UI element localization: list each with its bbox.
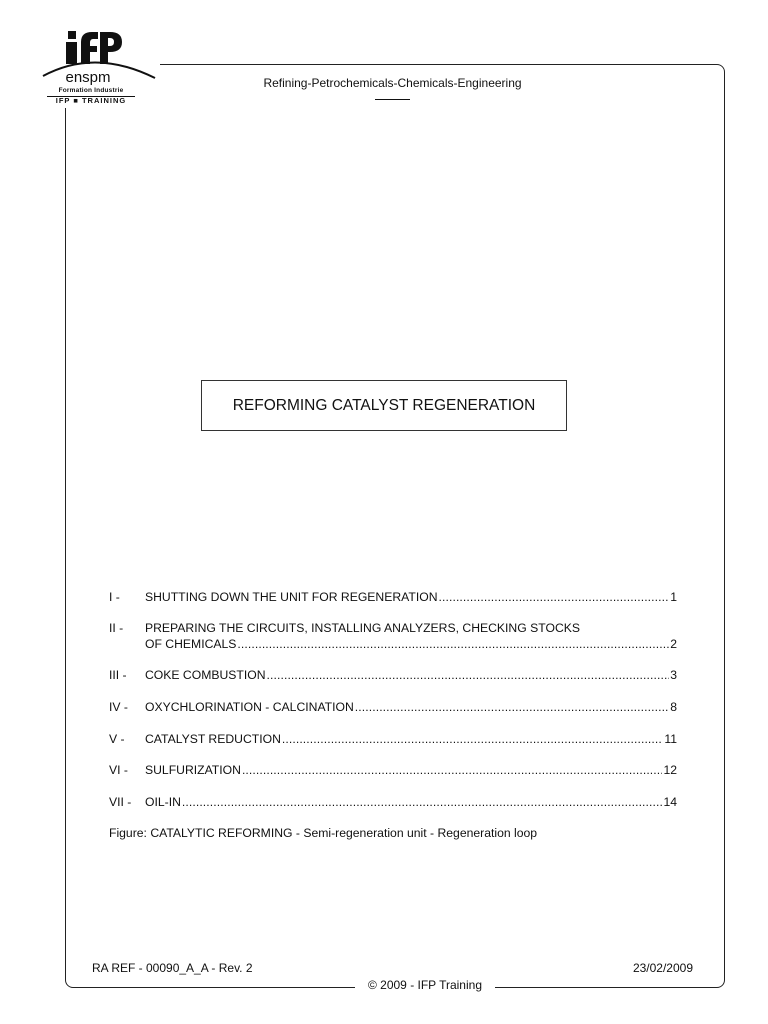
toc-entry-page: 2 <box>670 637 677 651</box>
toc-leader-dots <box>182 795 663 809</box>
toc-leader-dots <box>237 637 669 651</box>
document-title-text: REFORMING CATALYST REGENERATION <box>232 396 536 414</box>
toc-entry-title: SULFURIZATION <box>145 763 241 777</box>
toc-leader-dots <box>355 700 669 714</box>
document-title <box>201 380 567 431</box>
toc-leader-dots <box>439 590 670 604</box>
footer-copyright: © 2009 - IFP Training <box>355 978 495 996</box>
header-divider <box>375 99 410 100</box>
toc-entry-title: OXYCHLORINATION - CALCINATION <box>145 700 354 714</box>
toc-leader-dots <box>242 763 663 777</box>
toc-entry[interactable] <box>109 668 677 684</box>
toc-entry-number: IV - <box>109 700 128 714</box>
toc-entry-page: 3 <box>670 668 677 682</box>
toc-leader-dots <box>282 732 663 746</box>
toc-entry-title: OIL-IN <box>145 795 181 809</box>
toc-entry-title: CATALYST REDUCTION <box>145 732 281 746</box>
toc-entry-number: II - <box>109 621 124 635</box>
toc-entry-page: 1 <box>670 590 677 604</box>
figure-reference[interactable]: Figure: CATALYTIC REFORMING - Semi-regeneration unit - Regeneration loop <box>109 826 538 840</box>
logo-subline: IFP ■ TRAINING <box>55 96 127 105</box>
toc-entry-page: 14 <box>663 795 677 809</box>
toc-leader-dots <box>267 668 670 682</box>
footer-reference: RA REF - 00090_A_A - Rev. 2 <box>92 961 253 975</box>
toc-entry[interactable] <box>109 795 677 811</box>
footer-date: 23/02/2009 <box>632 961 693 975</box>
page-frame <box>65 64 725 988</box>
toc-entry[interactable] <box>109 621 677 653</box>
ifp-logo <box>40 28 160 108</box>
toc-entry-page: 11 <box>664 732 677 746</box>
toc-entry[interactable] <box>109 700 677 716</box>
toc-entry-number: VII - <box>109 795 132 809</box>
toc-entry[interactable] <box>109 732 677 748</box>
toc-entry-title: OF CHEMICALS <box>145 637 237 651</box>
logo-tagline: Formation Industrie <box>43 87 139 94</box>
toc-entry-title-line1: PREPARING THE CIRCUITS, INSTALLING ANALYZERS, CHECKING STOCKS <box>145 621 580 635</box>
logo-wordmark: enspm <box>65 69 111 86</box>
header-title: Refining-Petrochemicals-Chemicals-Engineering <box>263 76 522 90</box>
toc-entry-number: III - <box>109 668 127 682</box>
toc-entry-title: SHUTTING DOWN THE UNIT FOR REGENERATION <box>145 590 438 604</box>
toc-entry-number: V - <box>109 732 125 746</box>
toc-entry[interactable] <box>109 763 677 779</box>
toc-entry-page: 12 <box>663 763 677 777</box>
toc-entry-number: VI - <box>109 763 128 777</box>
toc-entry-page: 8 <box>670 700 677 714</box>
toc-entry[interactable] <box>109 590 677 606</box>
toc-entry-title: COKE COMBUSTION <box>145 668 266 682</box>
toc-entry-number: I - <box>109 590 120 604</box>
